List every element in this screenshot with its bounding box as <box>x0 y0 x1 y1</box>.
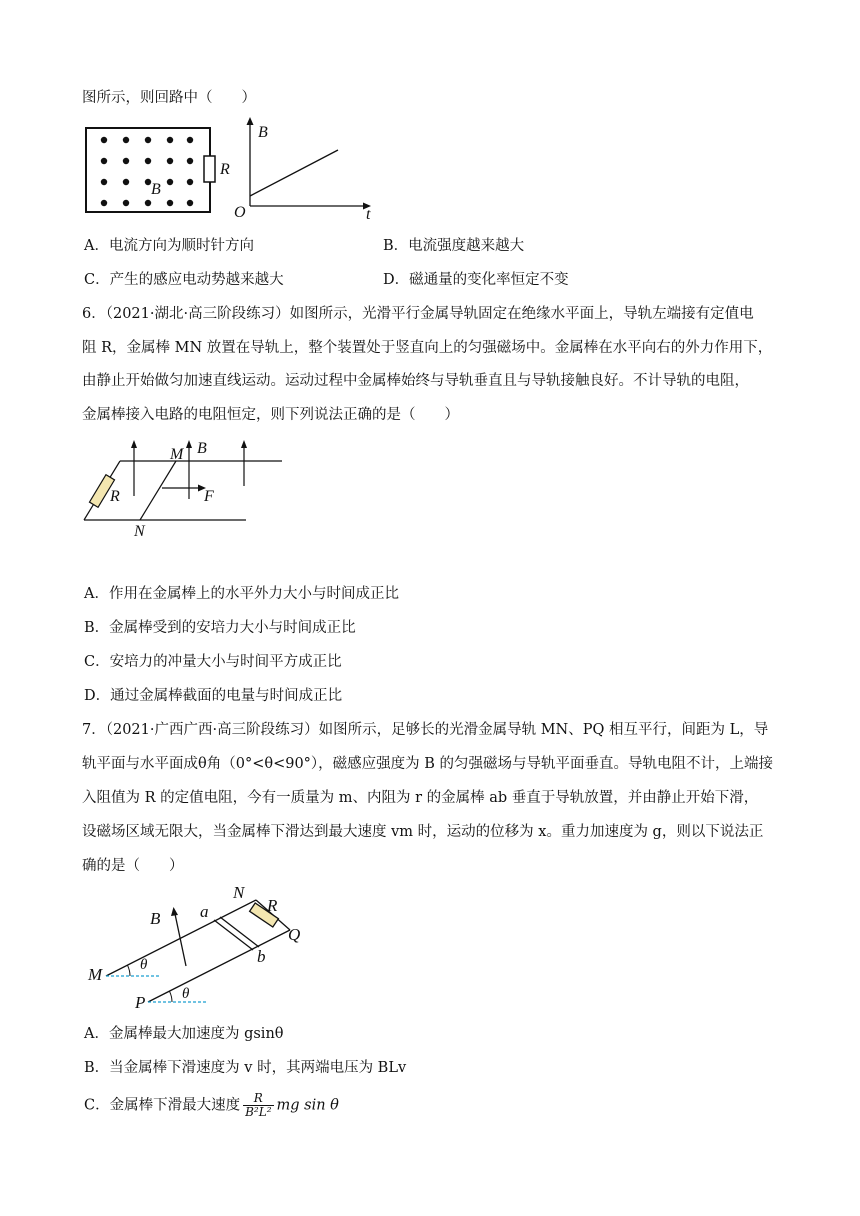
q7-label-m: M <box>88 965 103 984</box>
q7-stem-line-3: 入阻值为 R 的定值电阻，今有一质量为 m、内阻为 r 的金属棒 ab 垂直于导轨放置，并由静止开始下滑， <box>82 790 759 806</box>
q5-axis-t-label: t <box>366 206 371 223</box>
q7-option-a[interactable]: A．金属棒最大加速度为 gsinθ <box>84 1026 284 1042</box>
q6-label-b: B <box>197 440 207 457</box>
q6-option-d[interactable]: D．通过金属棒截面的电量与时间成正比 <box>84 688 343 704</box>
q5-option-c[interactable]: C．产生的感应电动势越来越大 <box>84 272 284 288</box>
q5-field-label: B <box>151 181 161 198</box>
q7-stem-line-2: 轨平面与水平面成θ角（0°<θ<90°），磁感应强度为 B 的匀强磁场与导轨平面垂直。导轨电阻不计，上端接 <box>82 756 774 772</box>
q7-option-c-numerator: R <box>243 1092 273 1106</box>
q6-label-n: N <box>134 523 145 540</box>
q7-label-theta-1: θ <box>140 957 148 973</box>
q6-stem-line-2: 阻 R，金属棒 MN 放置在导轨上，整个装置处于竖直向上的匀强磁场中。金属棒在水平向右的外力作用下， <box>82 340 773 356</box>
q7-option-b[interactable]: B．当金属棒下滑速度为 v 时，其两端电压为 BLv <box>84 1060 407 1076</box>
q7-incline-figure <box>86 884 312 1014</box>
q7-label-p: P <box>135 993 146 1012</box>
q7-label-r: R <box>267 896 278 915</box>
q7-label-theta-2: θ <box>182 986 190 1002</box>
q5-option-b[interactable]: B．电流强度越来越大 <box>383 238 525 254</box>
q5-stem-tail: 图所示，则回路中（ ） <box>82 90 256 106</box>
q6-label-m: M <box>170 446 184 463</box>
q5-field-figure <box>84 126 234 216</box>
q7-option-c-prefix: C．金属棒下滑最大速度 <box>84 1097 241 1114</box>
q5-origin-label: O <box>234 204 246 221</box>
q6-label-f: F <box>204 488 214 505</box>
q6-option-b[interactable]: B．金属棒受到的安培力大小与时间成正比 <box>84 620 356 636</box>
q7-stem-line-1: 7．（2021·广西广西·高三阶段练习）如图所示，足够长的光滑金属导轨 MN、PQ 相互平行，间距为 L，导 <box>82 722 769 738</box>
q6-stem-line-3: 由静止开始做匀加速直线运动。运动过程中金属棒始终与导轨垂直且与导轨接触良好。不计导轨的电阻， <box>82 373 749 389</box>
q7-label-b: B <box>150 909 161 928</box>
q7-label-a: a <box>200 902 209 921</box>
q7-label-b-end: b <box>257 947 266 966</box>
q7-option-c[interactable] <box>84 1092 339 1119</box>
q7-option-c-suffix: mg sin θ <box>276 1097 339 1114</box>
q5-option-d[interactable]: D．磁通量的变化率恒定不变 <box>383 272 569 288</box>
q6-option-a[interactable]: A．作用在金属棒上的水平外力大小与时间成正比 <box>84 586 399 602</box>
q7-option-c-fraction <box>243 1092 273 1119</box>
q7-label-q: Q <box>288 925 301 944</box>
q5-option-a[interactable]: A．电流方向为顺时针方向 <box>84 238 254 254</box>
q7-label-n: N <box>233 883 245 902</box>
q6-stem-line-4: 金属棒接入电路的电阻恒定，则下列说法正确的是（ ） <box>82 407 459 423</box>
q7-stem-line-4: 设磁场区域无限大，当金属棒下滑达到最大速度 vm 时，运动的位移为 x。重力加速度为 g，则以下说法正 <box>82 824 764 840</box>
q5-resistor-label: R <box>220 161 230 178</box>
q7-option-c-denominator: B²L² <box>245 1105 272 1119</box>
q7-stem-line-5: 确的是（ ） <box>82 858 184 874</box>
q6-option-c[interactable]: C．安培力的冲量大小与时间平方成正比 <box>84 654 342 670</box>
q6-stem-line-1: 6．（2021·湖北·高三阶段练习）如图所示，光滑平行金属导轨固定在绝缘水平面上，导轨左端接有定值电 <box>82 306 754 322</box>
q6-label-r: R <box>110 488 120 505</box>
q5-axis-b-label: B <box>258 124 268 141</box>
